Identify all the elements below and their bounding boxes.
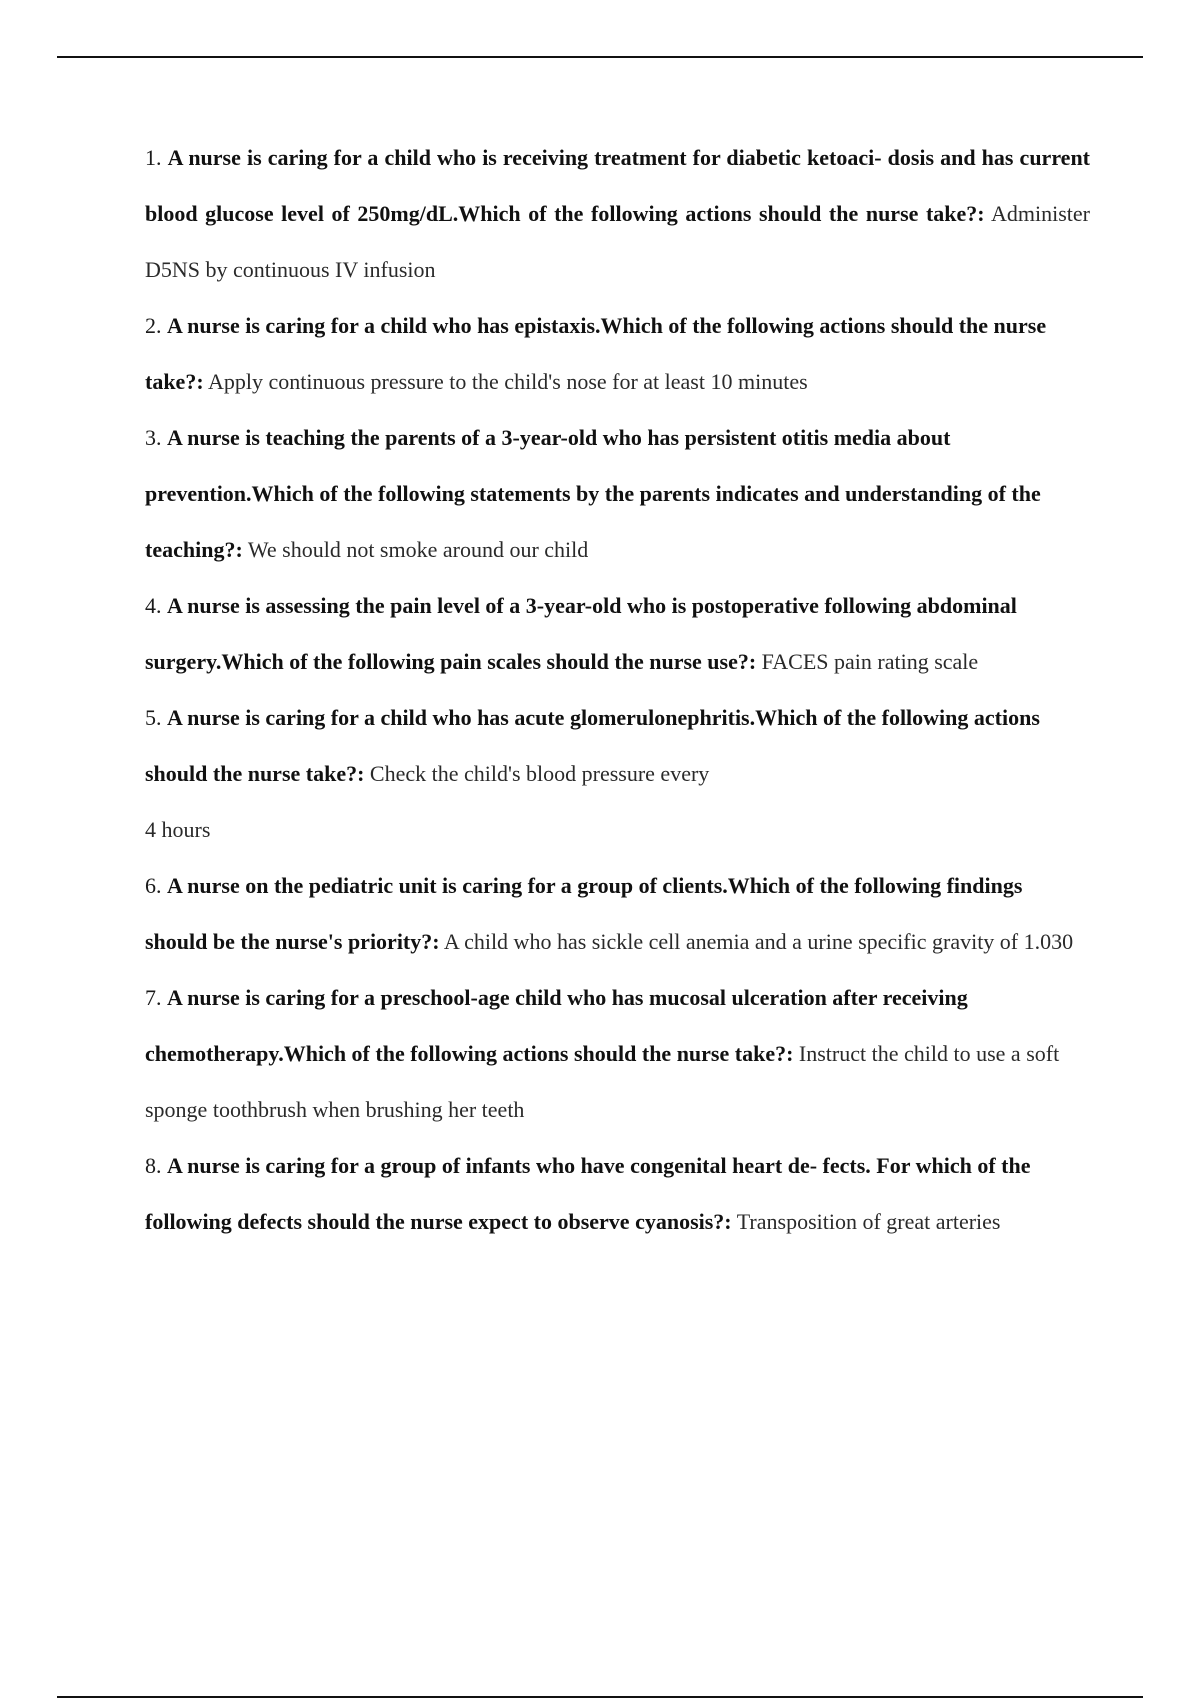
bottom-rule (57, 1696, 1143, 1698)
question-text: A nurse on the pediatric unit is caring for a group of clients.Which of the following findings should be the nurse's priority?: (145, 873, 1023, 954)
answer-text: A child who has sickle cell anemia and a urine specific gravity of 1.030 (443, 929, 1074, 954)
question-text: A nurse is caring for a child who is receiving treatment for diabetic ketoaci- dosis and has current blood glucose level of 250mg/dL.Which of the following actions should the nurse take?: (145, 145, 1091, 226)
qa-item-1 (145, 130, 1090, 298)
item-number: 6. (145, 873, 162, 898)
qa-item-3 (145, 410, 1090, 578)
question-text: A nurse is teaching the parents of a 3-year-old who has persistent otitis media about prevention.Which of the following statements by the parents indicates and understanding of the teaching?: (145, 425, 1041, 562)
item-number: 5. (145, 705, 162, 730)
qa-item-8 (145, 1138, 1090, 1250)
answer-text: Check the child's blood pressure every (369, 761, 710, 786)
qa-item-5 (145, 690, 1090, 858)
answer-text: Transposition of great arteries (736, 1209, 1001, 1234)
question-text: A nurse is caring for a child who has acute glomerulonephritis.Which of the following actions should the nurse take?: (145, 705, 1040, 786)
item-number: 7. (145, 985, 162, 1010)
qa-item-2 (145, 298, 1090, 410)
document-body (145, 130, 1090, 1250)
item-number: 1. (145, 145, 162, 170)
item-number: 4. (145, 593, 162, 618)
question-text: A nurse is assessing the pain level of a 3-year-old who is postoperative following abdominal surgery.Which of the following pain scales should the nurse use?: (145, 593, 1017, 674)
qa-item-4 (145, 578, 1090, 690)
answer-text: Apply continuous pressure to the child's nose for at least 10 minutes (207, 369, 808, 394)
answer-text: Instruct the child to use a soft sponge toothbrush when brushing her teeth (145, 1041, 1060, 1122)
item-number: 2. (145, 313, 162, 338)
item-number: 8. (145, 1153, 162, 1178)
item-number: 3. (145, 425, 162, 450)
question-text: A nurse is caring for a preschool-age child who has mucosal ulceration after receiving chemotherapy.Which of the following actions should the nurse take?: (145, 985, 968, 1066)
answer-continuation: 4 hours (145, 817, 211, 842)
qa-item-6 (145, 858, 1090, 970)
qa-item-7 (145, 970, 1090, 1138)
answer-text: FACES pain rating scale (761, 649, 979, 674)
top-rule (57, 56, 1143, 58)
question-text: A nurse is caring for a child who has epistaxis.Which of the following actions should the nurse take?: (145, 313, 1047, 394)
question-text: A nurse is caring for a group of infants who have congenital heart de- fects. For which of the following defects should the nurse expect to observe cyanosis?: (145, 1153, 1031, 1234)
answer-text: Administer D5NS by continuous IV infusion (145, 201, 1090, 282)
answer-text: We should not smoke around our child (247, 537, 589, 562)
